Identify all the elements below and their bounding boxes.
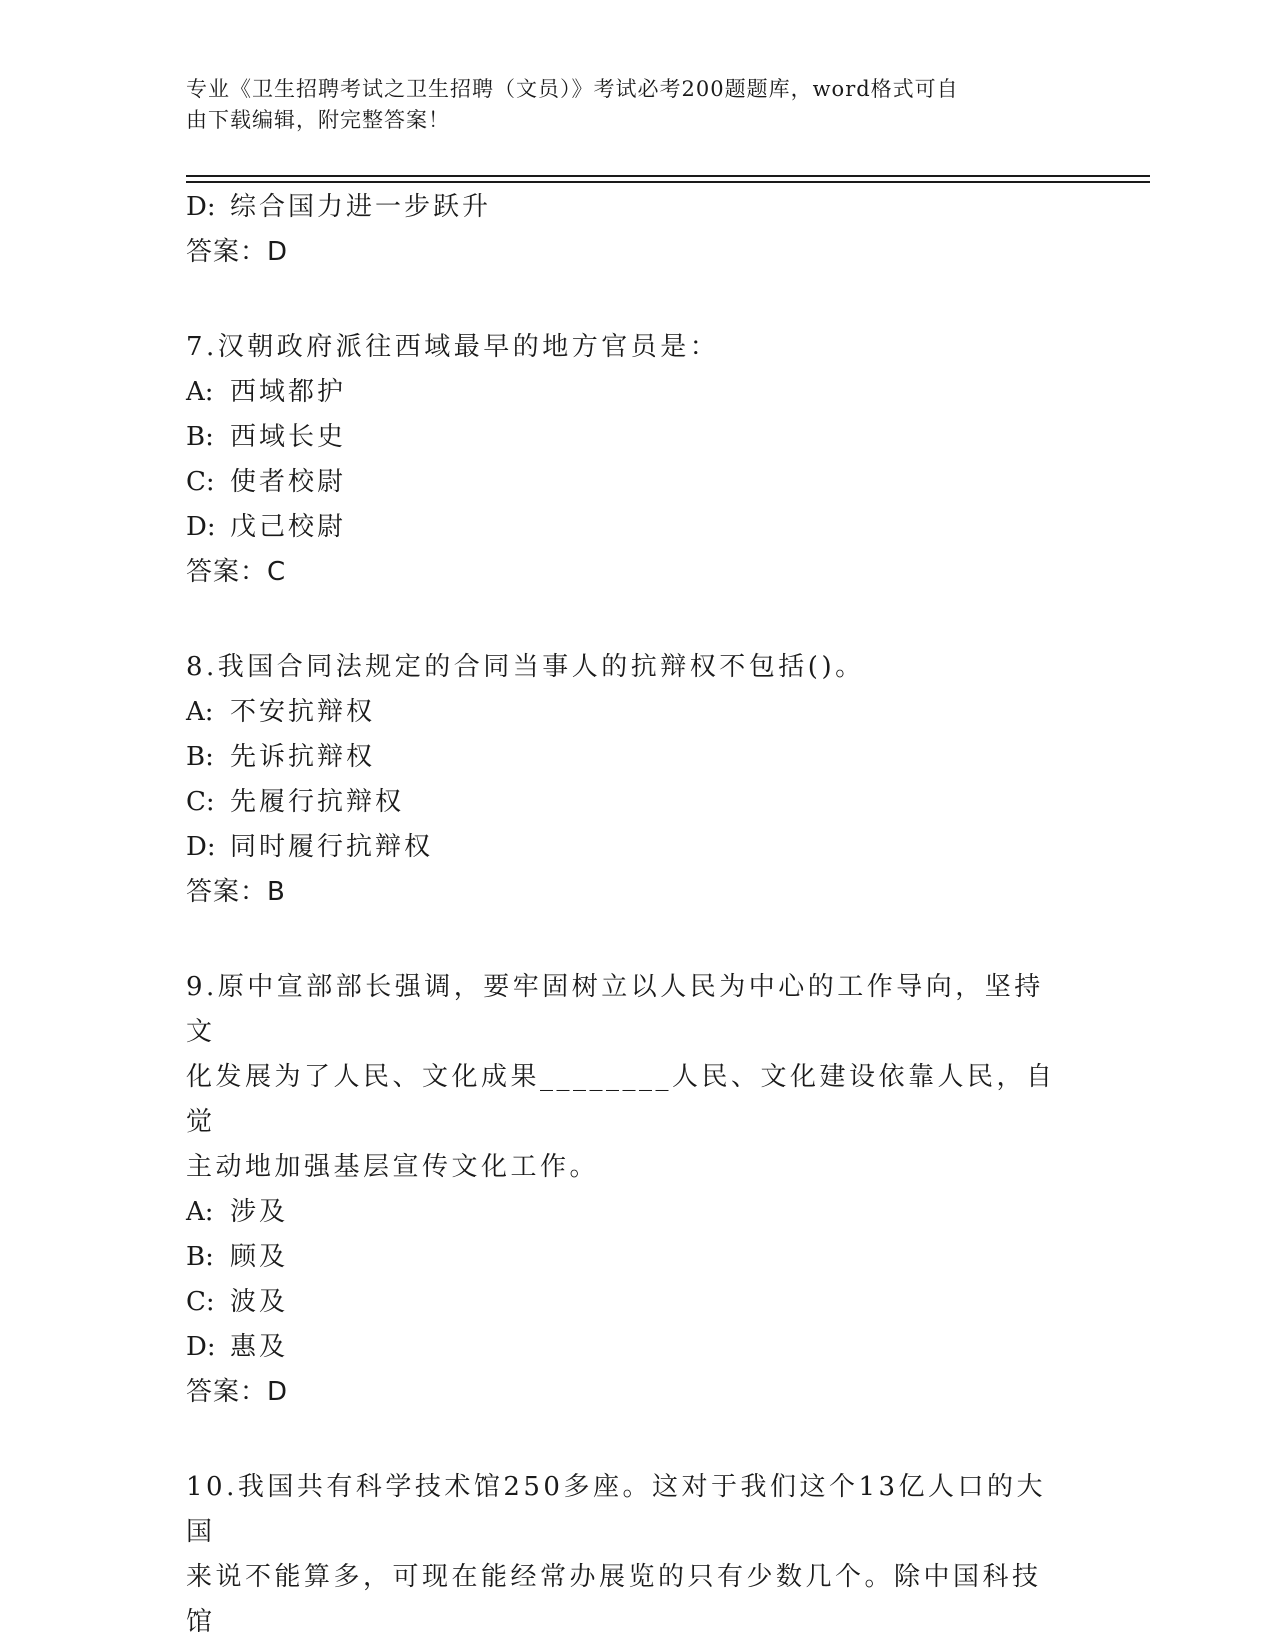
answer-line: 答案：D (186, 237, 289, 267)
option-key: B: (186, 422, 214, 452)
header-line-2: 由下载编辑，附完整答案！ (186, 108, 450, 132)
option-a (186, 1190, 1056, 1235)
question-block (186, 965, 1056, 1415)
option-c (186, 460, 1056, 505)
option-text: 惠及 (230, 1332, 289, 1362)
question-content (186, 185, 1056, 1645)
option-text: 戊己校尉 (230, 512, 347, 542)
header-rule-top (186, 175, 1150, 177)
option-key: D: (186, 832, 216, 862)
option-text: 顾及 (230, 1242, 289, 1272)
answer-line: 答案：C (186, 557, 287, 587)
question-block (186, 1465, 1056, 1645)
option-text: 同时履行抗辩权 (230, 832, 434, 862)
spacer (186, 275, 1056, 325)
option-c (186, 1280, 1056, 1325)
question-stem-line-2: 化发展为了人民、文化成果________人民、文化建设依靠人民，自觉 (186, 1062, 1056, 1137)
option-key: B: (186, 742, 214, 772)
question-block (186, 325, 1056, 595)
question-stem-line-1: 10.我国共有科学技术馆250多座。这对于我们这个13亿人口的大国 (186, 1472, 1047, 1547)
option-b (186, 415, 1056, 460)
option-key: C: (186, 467, 215, 497)
answer-line: 答案：B (186, 877, 286, 907)
option-text: 西域都护 (230, 377, 347, 407)
header-line-1: 专业《卫生招聘考试之卫生招聘（文员）》考试必考200题题库，word格式可自 (186, 77, 959, 101)
option-text: 使者校尉 (230, 467, 347, 497)
option-key: D: (186, 512, 216, 542)
option-d (186, 825, 1056, 870)
option-key: D: (186, 1332, 216, 1362)
option-text: 波及 (230, 1287, 289, 1317)
option-c (186, 780, 1056, 825)
question-stem: 7.汉朝政府派往西域最早的地方官员是： (186, 332, 720, 362)
question-block (186, 645, 1056, 915)
header-rule-bottom (186, 181, 1150, 183)
option-d (186, 505, 1056, 550)
option-text: 不安抗辩权 (230, 697, 376, 727)
option-key: D: (186, 192, 216, 222)
option-text: 先履行抗辩权 (230, 787, 405, 817)
option-key: A: (186, 697, 214, 727)
option-b (186, 1235, 1056, 1280)
option-b (186, 735, 1056, 780)
option-key: A: (186, 1197, 214, 1227)
question-stem-line-3: 主动地加强基层宣传文化工作。 (186, 1152, 600, 1182)
option-text: 涉及 (230, 1197, 289, 1227)
option-a (186, 370, 1056, 415)
spacer (186, 915, 1056, 965)
spacer (186, 595, 1056, 645)
option-d (186, 1325, 1056, 1370)
answer-line: 答案：D (186, 1377, 289, 1407)
option-key: A: (186, 377, 214, 407)
option-text: 综合国力进一步跃升 (230, 192, 492, 222)
question-stem-line-1: 9.原中宣部部长强调，要牢固树立以人民为中心的工作导向，坚持文 (186, 972, 1044, 1047)
option-text: 先诉抗辩权 (230, 742, 376, 772)
option-key: C: (186, 1287, 215, 1317)
option-key: C: (186, 787, 215, 817)
option-a (186, 690, 1056, 735)
option-key: B: (186, 1242, 214, 1272)
option-d (186, 185, 1056, 230)
option-text: 西域长史 (230, 422, 347, 452)
spacer (186, 1415, 1056, 1465)
question-stem-line-2: 来说不能算多，可现在能经常办展览的只有少数几个。除中国科技馆 (186, 1562, 1042, 1637)
document-header (186, 74, 1086, 136)
question-stem: 8.我国合同法规定的合同当事人的抗辩权不包括()。 (186, 652, 865, 682)
